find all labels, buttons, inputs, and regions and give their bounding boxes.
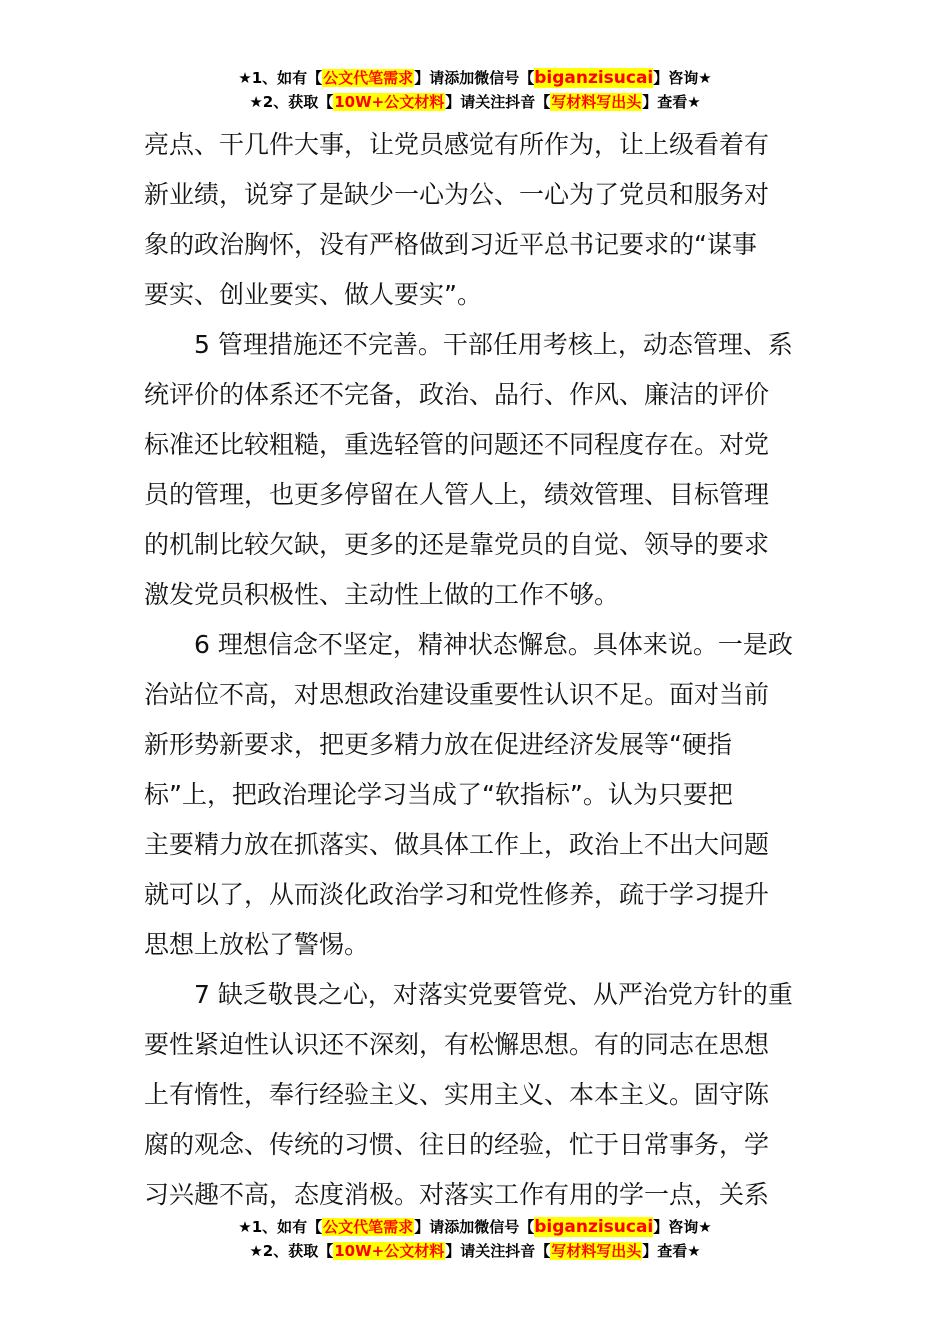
banner-line-1-suffix: 】咨询★ — [653, 1218, 712, 1236]
text-line: 员的管理，也更多停留在人管人上，绩效管理、目标管理 — [144, 480, 770, 509]
text-line: 激发党员积极性、主动性上做的工作不够。 — [144, 580, 620, 609]
document-body — [144, 120, 809, 1220]
banner-highlight-service: 公文代笔需求 — [323, 69, 414, 87]
banner-line-2-middle: 】请关注抖音【 — [445, 1242, 551, 1260]
text-line: 就可以了，从而淡化政治学习和党性修养，疏于学习提升 — [144, 880, 770, 909]
banner-line-2-suffix: 】查看★ — [642, 93, 701, 111]
text-line: 要实、创业要实、做人要实”。 — [144, 280, 482, 309]
text-line: 思想上放松了警惕。 — [144, 930, 370, 959]
text-line: 6 理想信念不坚定，精神状态懈怠。具体来说。一是政 — [194, 630, 793, 659]
paragraph-continuation — [144, 120, 809, 320]
paragraph-item-5 — [144, 320, 809, 620]
banner-highlight-materials: 10W+公文材料 — [334, 1242, 445, 1260]
paragraph-item-7 — [144, 970, 809, 1220]
banner-highlight-douyin: 写材料写出头 — [551, 1242, 642, 1260]
banner-line-2-middle: 】请关注抖音【 — [445, 93, 551, 111]
text-line: 统评价的体系还不完备，政治、品行、作风、廉洁的评价 — [144, 380, 770, 409]
banner-line-1-middle: 】请添加微信号【 — [414, 69, 535, 87]
text-line: 主要精力放在抓落实、做具体工作上，政治上不出大问题 — [144, 830, 770, 859]
banner-highlight-materials: 10W+公文材料 — [334, 93, 445, 111]
text-line: 5 管理措施还不完善。干部任用考核上，动态管理、系 — [194, 330, 793, 359]
banner-line-1-middle: 】请添加微信号【 — [414, 1218, 535, 1236]
text-line: 的机制比较欠缺，更多的还是靠党员的自觉、领导的要求 — [144, 530, 770, 559]
footer-banner — [0, 1215, 950, 1263]
banner-line-2 — [0, 1239, 950, 1263]
banner-line-2-prefix: ★2、获取【 — [249, 1242, 334, 1260]
banner-line-1-prefix: ★1、如有【 — [238, 69, 323, 87]
text-line: 治站位不高，对思想政治建设重要性认识不足。面对当前 — [144, 680, 770, 709]
banner-highlight-wechat-id: biganzisucai — [534, 1217, 654, 1237]
banner-highlight-wechat-id: biganzisucai — [534, 68, 654, 88]
header-banner — [0, 66, 950, 114]
paragraph-item-6 — [144, 620, 809, 970]
banner-line-1-prefix: ★1、如有【 — [238, 1218, 323, 1236]
text-line: 标准还比较粗糙，重选轻管的问题还不同程度存在。对党 — [144, 430, 770, 459]
text-line: 标”上，把政治理论学习当成了“软指标”。认为只要把 — [144, 780, 733, 809]
banner-line-1 — [0, 1215, 950, 1239]
text-line: 亮点、干几件大事，让党员感觉有所作为，让上级看着有 — [144, 130, 770, 159]
banner-line-2-suffix: 】查看★ — [642, 1242, 701, 1260]
banner-line-1-suffix: 】咨询★ — [653, 69, 712, 87]
banner-line-2 — [0, 90, 950, 114]
text-line: 习兴趣不高，态度消极。对落实工作有用的学一点，关系 — [144, 1180, 770, 1209]
text-line: 要性紧迫性认识还不深刻，有松懈思想。有的同志在思想 — [144, 1030, 770, 1059]
text-line: 7 缺乏敬畏之心，对落实党要管党、从严治党方针的重 — [194, 980, 793, 1009]
text-line: 象的政治胸怀，没有严格做到习近平总书记要求的“谋事 — [144, 230, 757, 259]
text-line: 新形势新要求，把更多精力放在促进经济发展等“硬指 — [144, 730, 732, 759]
banner-line-1 — [0, 66, 950, 90]
text-line: 腐的观念、传统的习惯、往日的经验，忙于日常事务，学 — [144, 1130, 770, 1159]
banner-highlight-douyin: 写材料写出头 — [551, 93, 642, 111]
banner-highlight-service: 公文代笔需求 — [323, 1218, 414, 1236]
banner-line-2-prefix: ★2、获取【 — [249, 93, 334, 111]
text-line: 新业绩，说穿了是缺少一心为公、一心为了党员和服务对 — [144, 180, 770, 209]
text-line: 上有惰性，奉行经验主义、实用主义、本本主义。固守陈 — [144, 1080, 770, 1109]
